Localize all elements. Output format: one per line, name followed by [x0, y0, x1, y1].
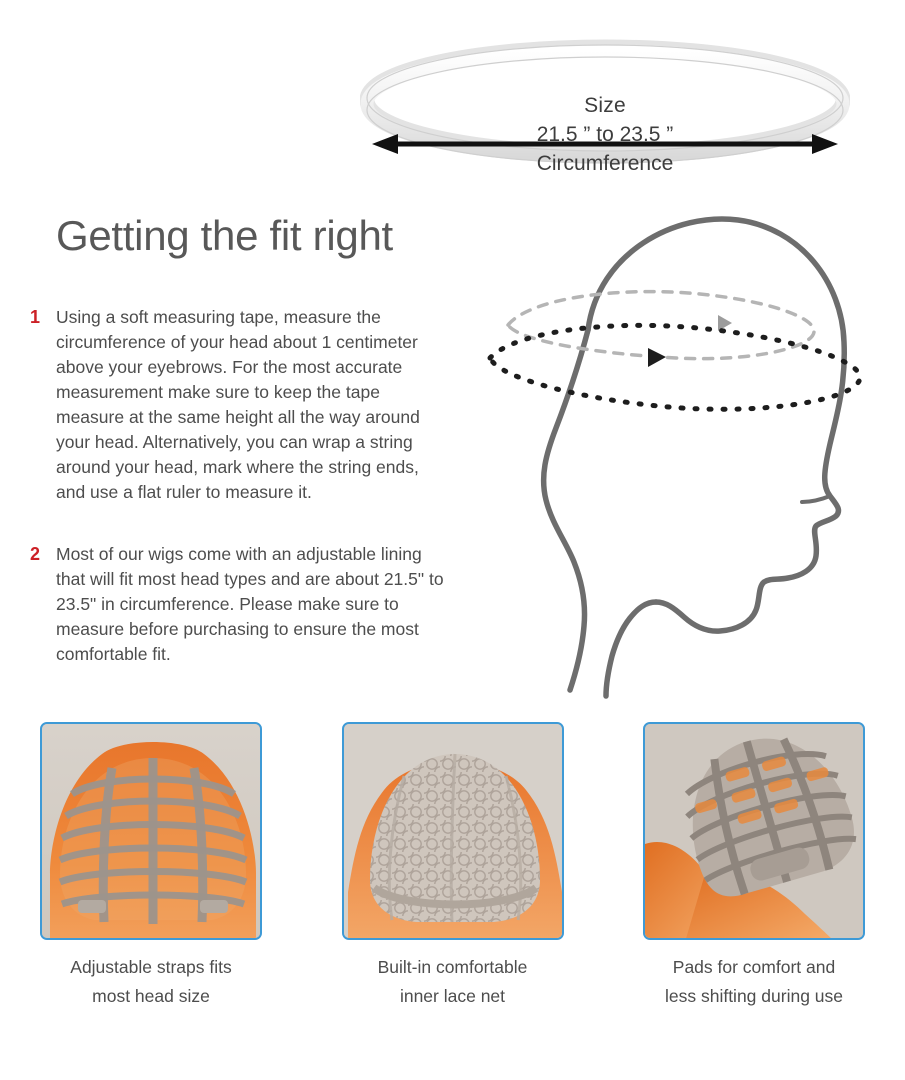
feature-card [40, 722, 262, 1042]
card-caption-line2: most head size [92, 986, 210, 1006]
size-banner [360, 38, 850, 175]
card-caption-line1: Built-in comfortable [377, 957, 528, 977]
size-label: Size [584, 94, 626, 117]
instruction-step-2 [30, 542, 450, 667]
step-text: Most of our wigs come with an adjustable lining that will fit most head types and are about 21.5" to 23.5" in circumference. Please make sure to measure before purchasing to ensure the most comfortable fit. [56, 544, 444, 664]
step-number: 1 [30, 307, 41, 327]
wig-cap-straps-illustration [42, 724, 262, 940]
step-text: Using a soft measuring tape, measure the circumference of your head about 1 centimeter above your eyebrows. For the most accurate measurement make sure to keep the tape measure at the same height all the way around your head. Alternatively, you can wrap a string around your head, mark where the string ends, and use a flat ruler to measure it. [56, 307, 420, 502]
step-number: 2 [30, 544, 41, 564]
size-measurement: 21.5 ” to 23.5 ” [536, 123, 674, 146]
wig-cap-photo-pads[interactable] [643, 722, 865, 940]
wig-cap-photo-straps[interactable] [40, 722, 262, 940]
wig-cap-photo-lace[interactable] [342, 722, 564, 940]
head-profile-diagram [470, 190, 890, 700]
circumference-label: Circumference [536, 152, 674, 175]
wig-cap-pads-illustration [645, 724, 865, 940]
feature-card [342, 722, 564, 1042]
card-caption [643, 953, 865, 1011]
instruction-step-1 [30, 305, 450, 505]
card-caption-line1: Adjustable straps fits [70, 957, 232, 977]
feature-cards [0, 722, 905, 1042]
card-caption-line1: Pads for comfort and [672, 957, 836, 977]
loop-arrow-dark-icon [648, 348, 666, 367]
card-caption [40, 953, 262, 1011]
card-caption [342, 953, 564, 1011]
wig-cap-lace-illustration [344, 724, 564, 940]
card-caption-line2: less shifting during use [664, 986, 844, 1006]
page-title: Getting the fit right [56, 212, 393, 259]
feature-card [643, 722, 865, 1042]
card-caption-line2: inner lace net [399, 986, 506, 1006]
loop-arrow-light-icon [718, 315, 732, 331]
